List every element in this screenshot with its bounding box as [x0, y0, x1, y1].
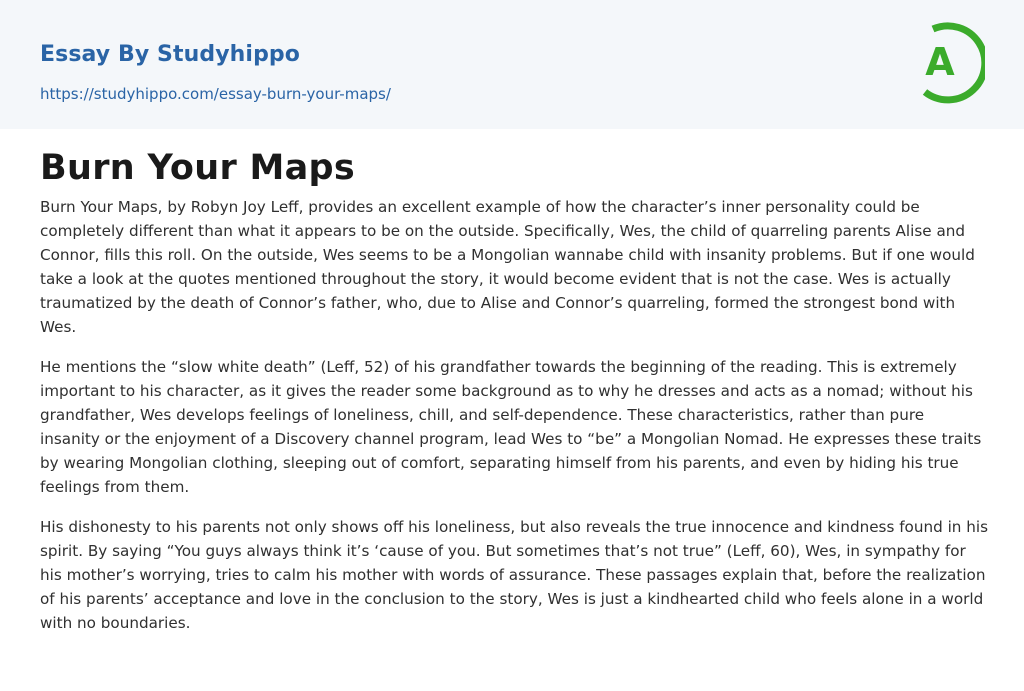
- essay-url-link[interactable]: https://studyhippo.com/essay-burn-your-maps/: [40, 85, 391, 103]
- studyhippo-logo-icon[interactable]: [913, 19, 985, 105]
- essay-paragraph-3: His dishonesty to his parents not only shows off his loneliness, but also reveals the true innocence and kindness found in his spirit. By saying “You guys always think it’s ‘cause of you. But sometimes that’s not true” (Leff, 60), Wes, in sympathy for his mother’s worrying, tries to calm his mother with words of assurance. These passages explain that, before the realization of his parents’ acceptance and love in the conclusion to the story, Wes is just a kindhearted child who feels alone in a world with no boundaries.: [40, 518, 988, 632]
- essay-paragraph-2: He mentions the “slow white death” (Leff, 52) of his grandfather towards the beginning of the reading. This is extremely important to his character, as it gives the reader some background as to why he dresses and acts as a nomad; without his grandfather, Wes develops feelings of loneliness, chill, and self-dependence. These characteristics, rather than pure insanity or the enjoyment of a Discovery channel program, lead Wes to “be” a Mongolian Nomad. He expresses these traits by wearing Mongolian clothing, sleeping out of comfort, separating himself from his parents, and even by hiding his true feelings from them.: [40, 358, 982, 496]
- essay-paragraph-1: Burn Your Maps, by Robyn Joy Leff, provides an excellent example of how the character’s inner personality could be completely different than what it appears to be on the outside. Specifically, Wes, the child of quarreling parents Alise and Connor, fills this roll. On the outside, Wes seems to be a Mongolian wannabe child with insanity problems. But if one would take a look at the quotes mentioned throughout the story, it would become evident that is not the case. Wes is actually traumatized by the death of Connor’s father, who, due to Alise and Connor’s quarreling, formed the strongest bond with Wes.: [40, 198, 975, 336]
- essay-title: Burn Your Maps: [40, 148, 356, 188]
- logo-letter: A: [925, 40, 955, 84]
- site-header: [0, 0, 1024, 129]
- essay-article: [40, 146, 988, 635]
- site-brand[interactable]: Essay By Studyhippo: [40, 42, 300, 67]
